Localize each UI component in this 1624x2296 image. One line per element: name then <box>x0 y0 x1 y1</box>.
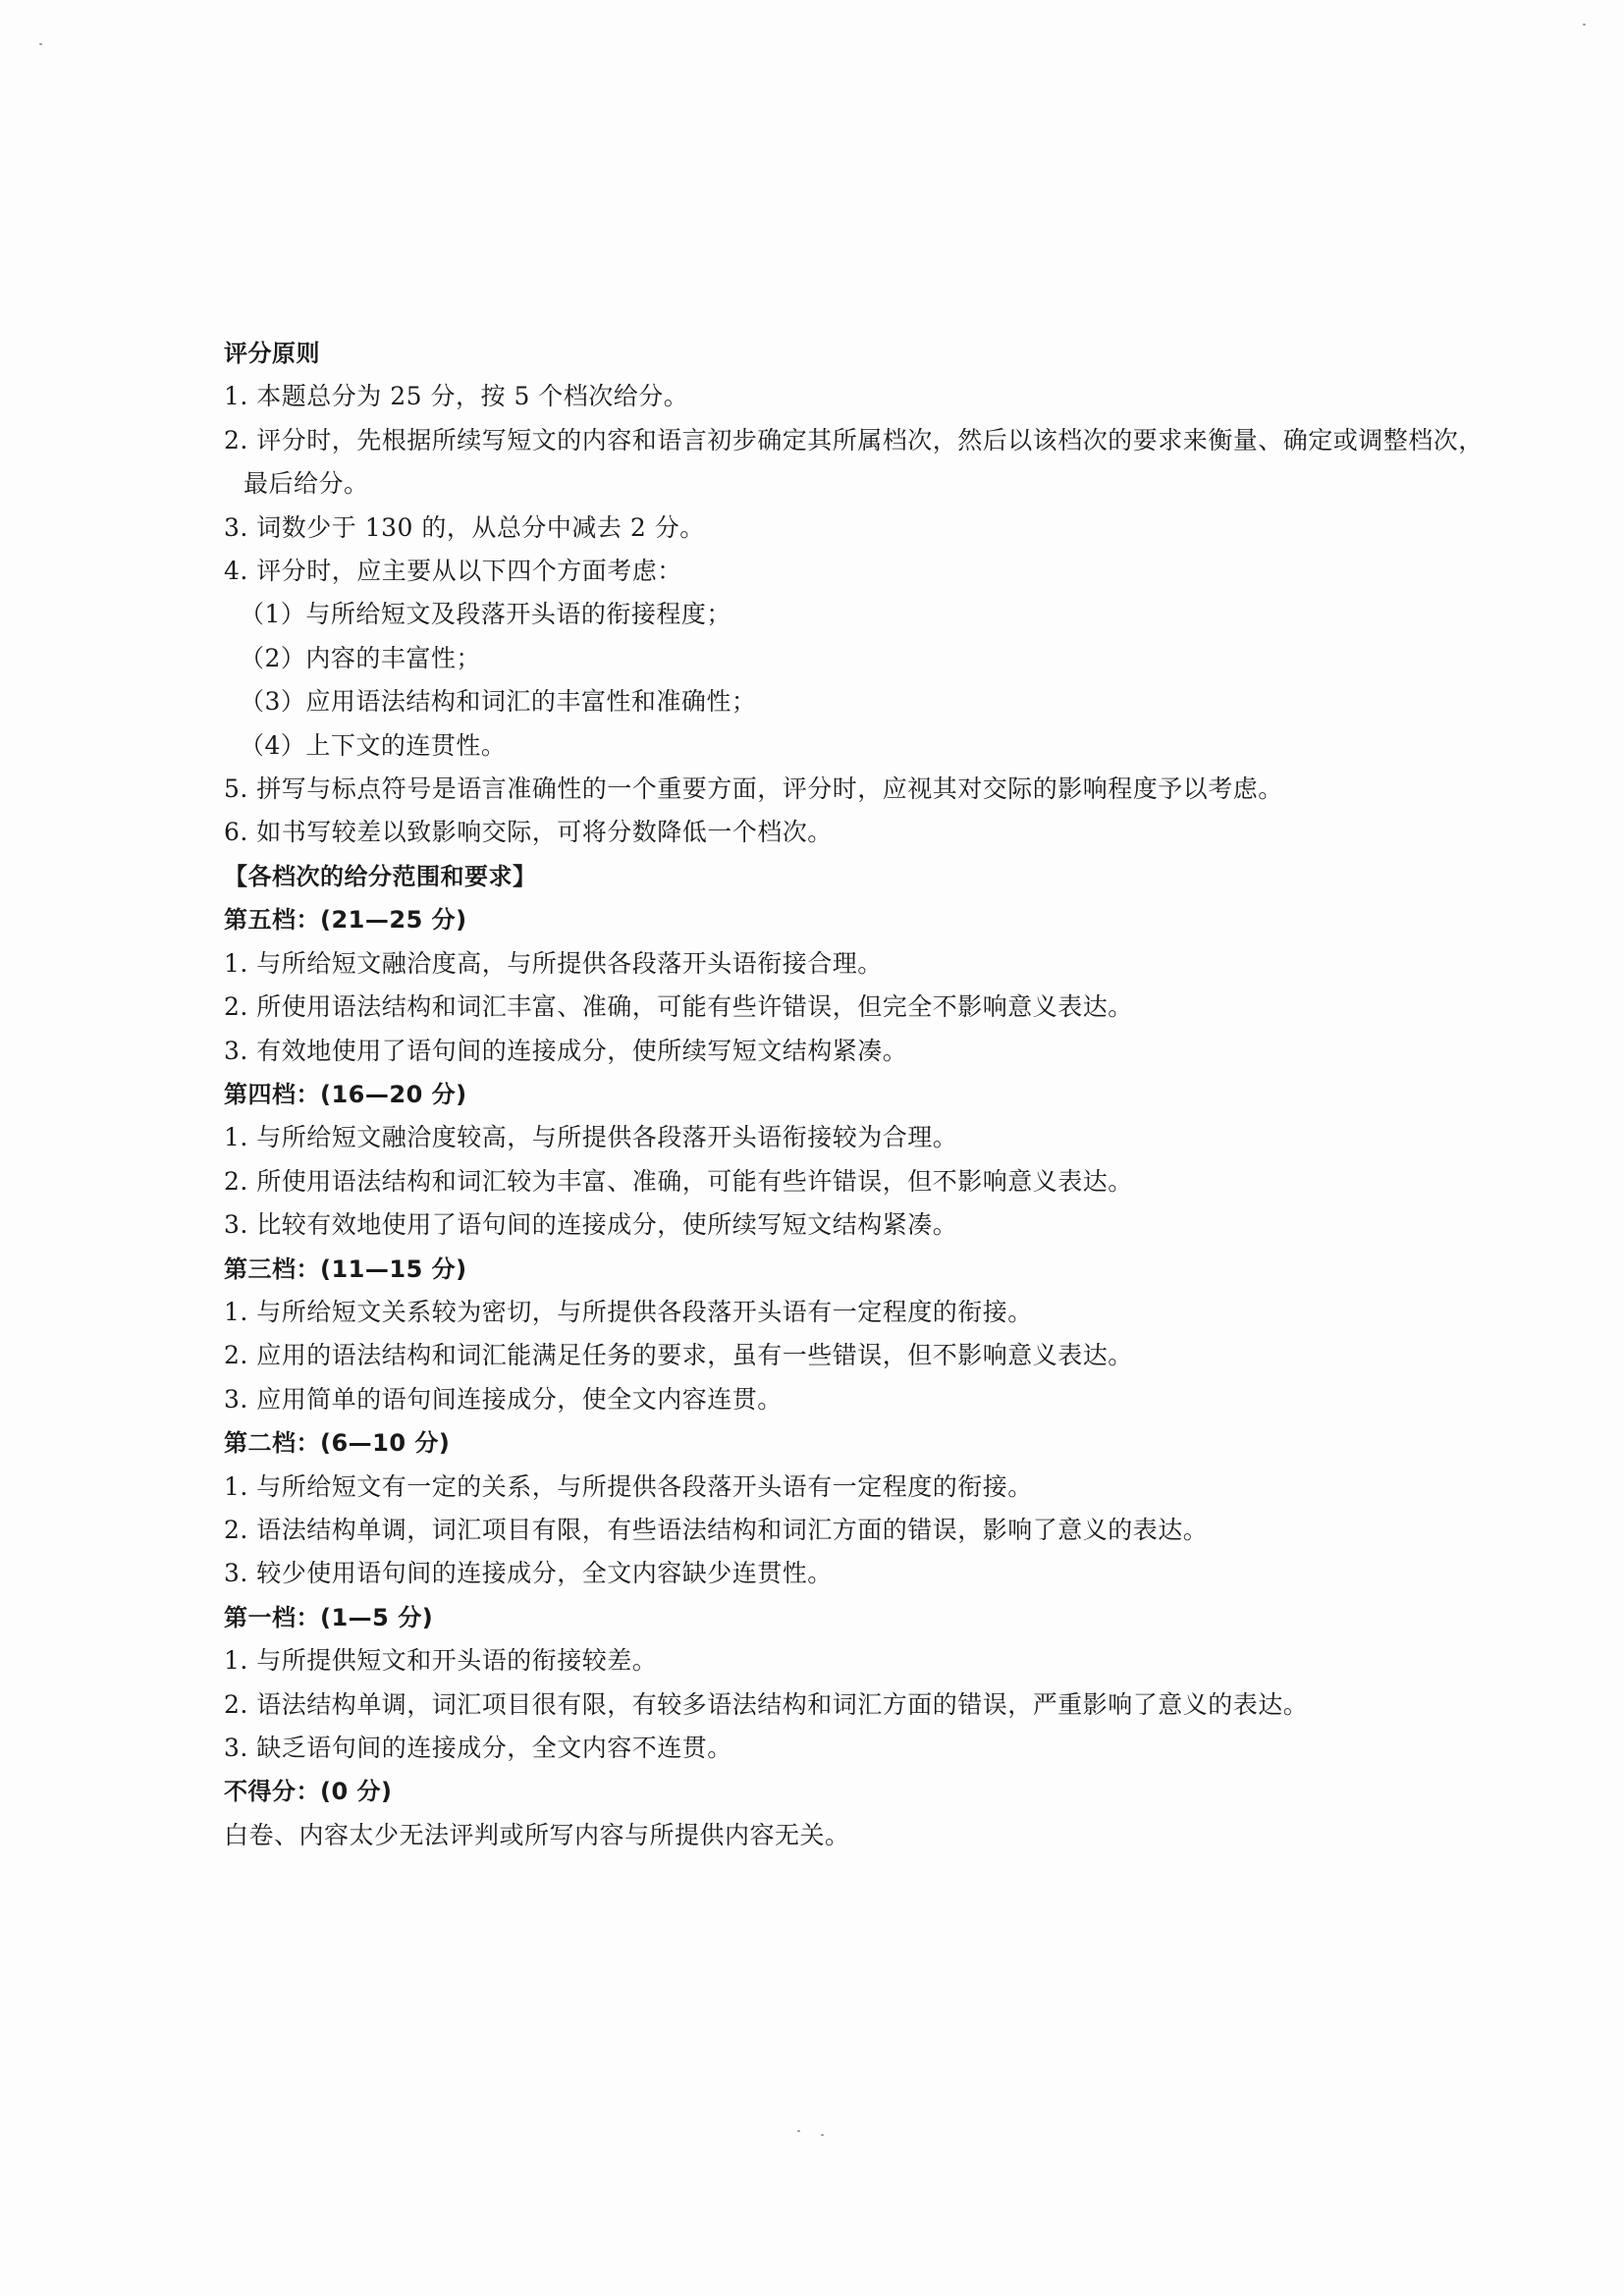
scan-speck <box>797 2130 800 2132</box>
level-3-item-3: 3. 应用简单的语句间连接成分，使全文内容连贯。 <box>224 1384 783 1414</box>
level-2-title: 第二档：(6—10 分) <box>224 1429 451 1458</box>
level-1-title: 第一档：(1—5 分) <box>224 1603 434 1631</box>
document-content <box>224 332 1484 1857</box>
principle-2-continuation: 最后给分。 <box>244 469 369 499</box>
level-0-title: 不得分：(0 分) <box>224 1778 393 1806</box>
section-heading: 评分原则 <box>224 340 320 367</box>
level-3-title: 第三档：(11—15 分) <box>224 1255 467 1283</box>
principle-5: 5. 拼写与标点符号是语言准确性的一个重要方面，评分时，应视其对交际的影响程度予以考虑。 <box>224 774 1283 804</box>
level-4-item-3: 3. 比较有效地使用了语句间的连接成分，使所续写短文结构紧凑。 <box>224 1210 958 1240</box>
principle-4-sub-2: （2）内容的丰富性； <box>240 643 481 672</box>
principle-3: 3. 词数少于 130 的，从总分中减去 2 分。 <box>224 512 705 542</box>
level-5-item-1: 1. 与所给短文融洽度高，与所提供各段落开头语衔接合理。 <box>224 948 883 978</box>
scan-speck <box>1583 24 1586 26</box>
level-2-item-2: 2. 语法结构单调，词汇项目有限，有些语法结构和词汇方面的错误，影响了意义的表达。 <box>224 1515 1209 1544</box>
principle-4-sub-1: （1）与所给短文及段落开头语的衔接程度； <box>240 600 731 629</box>
level-4-title: 第四档：(16—20 分) <box>224 1080 467 1108</box>
level-1-item-1: 1. 与所提供短文和开头语的衔接较差。 <box>224 1646 658 1676</box>
level-0-item-1: 白卷、内容太少无法评判或所写内容与所提供内容无关。 <box>224 1820 850 1849</box>
level-2-item-1: 1. 与所给短文有一定的关系，与所提供各段落开头语有一定程度的衔接。 <box>224 1471 1033 1501</box>
level-4-item-2: 2. 所使用语法结构和词汇较为丰富、准确，可能有些许错误，但不影响意义表达。 <box>224 1166 1133 1196</box>
scan-speck <box>821 2134 824 2136</box>
principle-1: 1. 本题总分为 25 分，按 5 个档次给分。 <box>224 382 689 411</box>
principle-4-sub-4: （4）上下文的连贯性。 <box>240 730 507 760</box>
scan-speck <box>39 43 42 45</box>
level-2-item-3: 3. 较少使用语句间的连接成分，全文内容缺少连贯性。 <box>224 1559 833 1588</box>
level-3-item-1: 1. 与所给短文关系较为密切，与所提供各段落开头语有一定程度的衔接。 <box>224 1297 1033 1326</box>
principle-4-sub-3: （3）应用语法结构和词汇的丰富性和准确性； <box>240 687 757 717</box>
levels-heading: 【各档次的给分范围和要求】 <box>224 862 537 890</box>
level-5-title: 第五档：(21—25 分) <box>224 906 467 934</box>
level-1-item-3: 3. 缺乏语句间的连接成分，全文内容不连贯。 <box>224 1734 732 1762</box>
level-5-item-3: 3. 有效地使用了语句间的连接成分，使所续写短文结构紧凑。 <box>224 1036 908 1065</box>
level-4-item-1: 1. 与所给短文融洽度较高，与所提供各段落开头语衔接较为合理。 <box>224 1123 958 1152</box>
level-3-item-2: 2. 应用的语法结构和词汇能满足任务的要求，虽有一些错误，但不影响意义表达。 <box>224 1341 1133 1370</box>
level-1-item-2: 2. 语法结构单调，词汇项目很有限，有较多语法结构和词汇方面的错误，严重影响了意义的表达。 <box>224 1689 1309 1719</box>
principle-2: 2. 评分时，先根据所续写短文的内容和语言初步确定其所属档次，然后以该档次的要求来衡量、确定或调整档次， <box>224 425 1484 454</box>
principle-6: 6. 如书写较差以致影响交际，可将分数降低一个档次。 <box>224 818 833 847</box>
principle-4: 4. 评分时，应主要从以下四个方面考虑： <box>224 557 682 586</box>
level-5-item-2: 2. 所使用语法结构和词汇丰富、准确，可能有些许错误，但完全不影响意义表达。 <box>224 992 1133 1022</box>
